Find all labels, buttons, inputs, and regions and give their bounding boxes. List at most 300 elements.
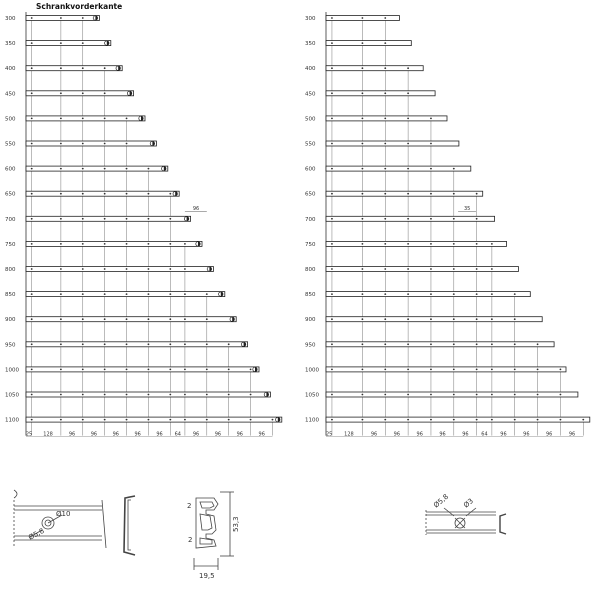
right-length-label: 850 bbox=[305, 292, 316, 299]
left-hole-dot bbox=[206, 318, 208, 320]
left-hole-dot bbox=[82, 243, 84, 245]
left-hole-dot bbox=[60, 218, 62, 220]
left-hole-dot bbox=[206, 394, 208, 396]
right-hole-dot bbox=[453, 419, 455, 421]
left-length-label: 850 bbox=[5, 292, 16, 299]
right-hole-dot bbox=[331, 243, 333, 245]
right-hole-dot bbox=[476, 218, 478, 220]
left-rail-350 bbox=[26, 41, 111, 46]
right-hole-dot bbox=[476, 369, 478, 371]
right-hole-dot bbox=[384, 419, 386, 421]
left-hole-dot bbox=[82, 168, 84, 170]
right-hole-dot bbox=[537, 419, 539, 421]
right-hole-dot bbox=[362, 118, 364, 120]
right-rail-950 bbox=[326, 342, 554, 347]
right-hole-dot bbox=[331, 218, 333, 220]
left-length-label: 300 bbox=[5, 16, 16, 22]
right-hole-dot bbox=[407, 293, 409, 295]
left-bottom-dim: 96 bbox=[214, 431, 222, 438]
left-bottom-dim: 96 bbox=[192, 431, 200, 438]
right-hole-dot bbox=[560, 394, 562, 396]
right-hole-dot bbox=[331, 118, 333, 120]
left-hole-dot bbox=[148, 343, 150, 345]
left-hole-dot bbox=[60, 268, 62, 270]
left-hole-dot bbox=[82, 92, 84, 94]
left-hole-dot bbox=[104, 419, 106, 421]
left-hole-dot bbox=[126, 318, 128, 320]
left-hole-dot bbox=[82, 268, 84, 270]
left-hole-dot bbox=[169, 243, 171, 245]
left-hole-dot bbox=[60, 243, 62, 245]
left-hole-dot bbox=[31, 42, 33, 44]
right-hole-dot bbox=[362, 92, 364, 94]
left-hole-dot bbox=[148, 394, 150, 396]
right-hole-dot bbox=[491, 268, 493, 270]
hole-diameter-large: Ø10 bbox=[56, 510, 71, 518]
right-hole-dot bbox=[384, 118, 386, 120]
right-rail-700 bbox=[326, 216, 495, 221]
right-rail-800 bbox=[326, 267, 518, 272]
right-hole-dot bbox=[362, 143, 364, 145]
left-length-label: 600 bbox=[5, 166, 16, 173]
left-bottom-dim: 96 bbox=[68, 431, 76, 438]
right-hole-dot bbox=[514, 394, 516, 396]
right-hole-dot bbox=[430, 143, 432, 145]
left-hole-dot bbox=[60, 193, 62, 195]
left-length-label: 1000 bbox=[5, 367, 19, 374]
right-hole-dot bbox=[384, 343, 386, 345]
right-hole-dot bbox=[331, 268, 333, 270]
right-hole-dot bbox=[362, 42, 364, 44]
left-rail-550 bbox=[26, 141, 156, 146]
right-rail-900 bbox=[326, 317, 542, 322]
right-hole-dot bbox=[362, 243, 364, 245]
left-hole-dot bbox=[104, 92, 106, 94]
left-hole-dot bbox=[104, 293, 106, 295]
right-hole-dot bbox=[407, 218, 409, 220]
right-hole-dot bbox=[362, 293, 364, 295]
right-rail-750 bbox=[326, 241, 507, 246]
right-hole-dot bbox=[453, 369, 455, 371]
left-hole-dot bbox=[60, 168, 62, 170]
left-length-label: 950 bbox=[5, 342, 16, 349]
right-hole-dot bbox=[407, 268, 409, 270]
right-hole-dot bbox=[407, 168, 409, 170]
left-hole-dot bbox=[82, 318, 84, 320]
left-hole-dot bbox=[82, 67, 84, 69]
left-hole-dot bbox=[31, 343, 33, 345]
right-hole-dot bbox=[362, 218, 364, 220]
left-hole-dot bbox=[31, 92, 33, 94]
left-bottom-dim: 96 bbox=[156, 431, 163, 438]
left-bottom-dim: 96 bbox=[134, 431, 141, 438]
right-rail-1050 bbox=[326, 392, 578, 397]
hole-diameter-small: Ø5,8 bbox=[27, 526, 46, 542]
left-length-label: 750 bbox=[5, 241, 16, 248]
right-length-label: 900 bbox=[305, 317, 316, 324]
left-hole-dot bbox=[126, 343, 128, 345]
left-hole-dot bbox=[250, 419, 252, 421]
right-hole-dot bbox=[331, 143, 333, 145]
right-hole-dot bbox=[491, 369, 493, 371]
right-hole-dot bbox=[407, 394, 409, 396]
left-hole-dot bbox=[184, 343, 186, 345]
left-length-label: 700 bbox=[5, 216, 16, 223]
right-hole-dot bbox=[331, 293, 333, 295]
right-hole-dot bbox=[384, 42, 386, 44]
right-rail-350 bbox=[326, 41, 411, 46]
left-hole-dot bbox=[60, 343, 62, 345]
left-rail-750 bbox=[26, 241, 202, 246]
right-hole-dot bbox=[476, 243, 478, 245]
right-bottom-dim: 96 bbox=[546, 431, 553, 438]
right-hole-dot bbox=[453, 343, 455, 345]
right-rail-550 bbox=[326, 141, 459, 146]
left-hole-dot bbox=[82, 218, 84, 220]
left-hole-dot bbox=[206, 419, 208, 421]
left-hole-dot bbox=[60, 293, 62, 295]
left-hole-dot bbox=[169, 268, 171, 270]
right-hole-dot bbox=[331, 92, 333, 94]
left-hole-dot bbox=[184, 293, 186, 295]
left-hole-dot bbox=[31, 193, 33, 195]
left-hole-dot bbox=[60, 67, 62, 69]
right-hole-dot bbox=[430, 318, 432, 320]
right-rail-diagram bbox=[305, 12, 590, 438]
right-hole-dot bbox=[384, 143, 386, 145]
profile-dim-top: 2 bbox=[187, 502, 192, 510]
left-hole-dot bbox=[184, 243, 186, 245]
left-hole-dot bbox=[126, 193, 128, 195]
right-length-label: 700 bbox=[305, 216, 316, 223]
right-hole-dot bbox=[491, 394, 493, 396]
right-rail-1100 bbox=[326, 417, 590, 422]
right-hole-dot bbox=[384, 67, 386, 69]
left-hole-dot bbox=[148, 218, 150, 220]
left-hole-dot bbox=[82, 42, 84, 44]
left-hole-dot bbox=[184, 394, 186, 396]
left-bottom-dim: 96 bbox=[112, 431, 119, 438]
right-rail-850 bbox=[326, 292, 530, 297]
left-rail-650 bbox=[26, 191, 179, 196]
right-hole-dot bbox=[476, 343, 478, 345]
left-hole-dot bbox=[60, 318, 62, 320]
right-hole-diameter-b: Ø3 bbox=[462, 496, 475, 510]
right-bottom-dim: 96 bbox=[393, 431, 401, 438]
right-hole-dot bbox=[362, 17, 364, 19]
right-hole-dot bbox=[491, 243, 493, 245]
left-hole-dot bbox=[60, 419, 62, 421]
left-bottom-dim: 96 bbox=[258, 431, 265, 438]
left-bottom-dim: 96 bbox=[90, 431, 98, 438]
left-hole-dot bbox=[148, 419, 150, 421]
right-hole-dot bbox=[407, 243, 409, 245]
right-rail-500 bbox=[326, 116, 447, 121]
left-hole-dot bbox=[60, 143, 62, 145]
left-hole-dot bbox=[104, 143, 106, 145]
right-hole-diameter-a: Ø5,8 bbox=[432, 492, 451, 510]
right-hole-dot bbox=[384, 293, 386, 295]
right-hole-dot bbox=[430, 243, 432, 245]
left-rail-950 bbox=[26, 342, 248, 347]
left-length-label: 350 bbox=[5, 41, 16, 48]
left-length-label: 800 bbox=[5, 267, 16, 273]
right-hole-dot bbox=[430, 293, 432, 295]
left-hole-dot bbox=[126, 394, 128, 396]
right-hole-dot bbox=[362, 394, 364, 396]
rail-profile-detail bbox=[194, 492, 234, 570]
left-length-label: 450 bbox=[5, 91, 16, 98]
profile-height: 53,3 bbox=[232, 516, 240, 532]
left-hole-dot bbox=[31, 419, 33, 421]
right-rail-450 bbox=[326, 91, 435, 96]
left-hole-dot bbox=[60, 42, 62, 44]
left-hole-dot bbox=[82, 293, 84, 295]
right-hole-dot bbox=[384, 318, 386, 320]
right-hole-dot bbox=[407, 343, 409, 345]
right-length-label: 450 bbox=[305, 91, 316, 98]
right-length-label: 800 bbox=[305, 267, 316, 273]
right-hole-dot bbox=[430, 168, 432, 170]
right-hole-dot bbox=[453, 168, 455, 170]
right-hole-dot bbox=[430, 118, 432, 120]
right-hole-dot bbox=[514, 343, 516, 345]
right-hole-dot bbox=[560, 419, 562, 421]
left-hole-dot bbox=[169, 419, 171, 421]
right-hole-dot bbox=[362, 193, 364, 195]
right-hole-dot bbox=[362, 318, 364, 320]
left-hole-dot bbox=[228, 394, 230, 396]
left-hole-dot bbox=[126, 419, 128, 421]
rail-hole-detail-left bbox=[14, 490, 135, 555]
right-hole-dot bbox=[331, 168, 333, 170]
right-hole-dot bbox=[430, 369, 432, 371]
right-hole-dot bbox=[537, 369, 539, 371]
right-bottom-dim: 96 bbox=[370, 431, 378, 438]
right-bottom-dim: 64 bbox=[481, 431, 488, 438]
right-hole-dot bbox=[453, 293, 455, 295]
right-hole-dot bbox=[384, 17, 386, 19]
left-hole-dot bbox=[31, 118, 33, 120]
right-rail-650 bbox=[326, 191, 483, 196]
left-hole-dot bbox=[31, 218, 33, 220]
right-bottom-dim: 96 bbox=[416, 431, 423, 438]
left-hole-dot bbox=[148, 268, 150, 270]
left-length-label: 1100 bbox=[5, 417, 19, 424]
left-hole-dot bbox=[31, 168, 33, 170]
rail-hole-detail-right bbox=[426, 508, 506, 535]
left-hole-dot bbox=[104, 243, 106, 245]
left-hole-dot bbox=[126, 268, 128, 270]
right-bottom-dim: 96 bbox=[439, 431, 446, 438]
left-hole-dot bbox=[60, 118, 62, 120]
left-hole-dot bbox=[104, 318, 106, 320]
right-bottom-dim: 128 bbox=[344, 431, 354, 438]
right-hole-dot bbox=[407, 419, 409, 421]
left-hole-dot bbox=[126, 143, 128, 145]
right-hole-dot bbox=[560, 369, 562, 371]
left-hole-dot bbox=[82, 193, 84, 195]
right-hole-dot bbox=[476, 394, 478, 396]
left-hole-dot bbox=[169, 318, 171, 320]
left-length-label: 900 bbox=[5, 317, 16, 324]
left-hole-dot bbox=[31, 293, 33, 295]
left-rail-450 bbox=[26, 91, 134, 96]
right-hole-dot bbox=[476, 419, 478, 421]
right-hole-dot bbox=[491, 419, 493, 421]
right-hole-dot bbox=[476, 318, 478, 320]
left-hole-dot bbox=[148, 168, 150, 170]
left-hole-dot bbox=[60, 394, 62, 396]
left-rail-900 bbox=[26, 317, 236, 322]
left-hole-dot bbox=[228, 419, 230, 421]
right-hole-dot bbox=[362, 67, 364, 69]
left-hole-dot bbox=[148, 243, 150, 245]
left-hole-dot bbox=[148, 318, 150, 320]
left-hole-dot bbox=[60, 369, 62, 371]
right-hole-dot bbox=[362, 168, 364, 170]
left-hole-dot bbox=[104, 218, 106, 220]
left-hole-dot bbox=[104, 369, 106, 371]
left-inline-dim: 96 bbox=[192, 205, 200, 212]
left-hole-dot bbox=[104, 394, 106, 396]
left-hole-dot bbox=[31, 268, 33, 270]
profile-dim-bottom: 2 bbox=[188, 536, 193, 544]
right-hole-dot bbox=[407, 369, 409, 371]
right-length-label: 400 bbox=[305, 66, 316, 73]
right-hole-dot bbox=[362, 268, 364, 270]
right-hole-dot bbox=[453, 394, 455, 396]
right-bottom-dim: 96 bbox=[523, 431, 530, 438]
right-bottom-dim: 25 bbox=[325, 431, 333, 438]
left-hole-dot bbox=[169, 394, 171, 396]
right-rail-600 bbox=[326, 166, 471, 171]
right-hole-dot bbox=[384, 369, 386, 371]
right-hole-dot bbox=[476, 193, 478, 195]
left-hole-dot bbox=[126, 243, 128, 245]
right-hole-dot bbox=[407, 193, 409, 195]
right-bottom-dim: 96 bbox=[500, 431, 507, 438]
left-hole-dot bbox=[126, 118, 128, 120]
right-hole-dot bbox=[491, 318, 493, 320]
left-hole-dot bbox=[104, 168, 106, 170]
left-hole-dot bbox=[82, 394, 84, 396]
right-hole-dot bbox=[491, 343, 493, 345]
left-hole-dot bbox=[104, 343, 106, 345]
right-hole-dot bbox=[582, 419, 584, 421]
left-hole-dot bbox=[31, 243, 33, 245]
left-hole-dot bbox=[206, 293, 208, 295]
right-hole-dot bbox=[362, 369, 364, 371]
left-hole-dot bbox=[82, 369, 84, 371]
left-length-label: 500 bbox=[5, 116, 16, 123]
left-hole-dot bbox=[148, 193, 150, 195]
left-hole-dot bbox=[228, 343, 230, 345]
left-hole-dot bbox=[169, 343, 171, 345]
right-hole-dot bbox=[430, 394, 432, 396]
right-hole-dot bbox=[430, 193, 432, 195]
profile-width: 19,5 bbox=[199, 572, 215, 580]
left-bottom-dim: 96 bbox=[236, 431, 244, 438]
left-hole-dot bbox=[31, 318, 33, 320]
right-hole-dot bbox=[430, 419, 432, 421]
left-hole-dot bbox=[82, 419, 84, 421]
right-length-label: 1050 bbox=[305, 392, 319, 399]
left-rail-700 bbox=[26, 216, 191, 221]
right-hole-dot bbox=[331, 394, 333, 396]
right-hole-dot bbox=[331, 343, 333, 345]
right-hole-dot bbox=[384, 243, 386, 245]
right-hole-dot bbox=[407, 118, 409, 120]
left-hole-dot bbox=[31, 17, 33, 19]
left-bottom-dim: 128 bbox=[43, 431, 53, 438]
left-hole-dot bbox=[126, 293, 128, 295]
left-bottom-dim: 25 bbox=[25, 431, 33, 438]
left-hole-dot bbox=[148, 369, 150, 371]
right-hole-dot bbox=[453, 218, 455, 220]
right-hole-dot bbox=[331, 419, 333, 421]
left-length-label: 1050 bbox=[5, 392, 19, 399]
right-hole-dot bbox=[430, 343, 432, 345]
right-length-label: 1100 bbox=[305, 417, 319, 424]
right-bottom-dim: 96 bbox=[462, 431, 469, 438]
right-hole-dot bbox=[537, 343, 539, 345]
right-hole-dot bbox=[453, 318, 455, 320]
right-length-label: 500 bbox=[305, 116, 316, 123]
right-hole-dot bbox=[430, 218, 432, 220]
left-hole-dot bbox=[148, 293, 150, 295]
left-hole-dot bbox=[31, 67, 33, 69]
right-hole-dot bbox=[384, 92, 386, 94]
right-hole-dot bbox=[476, 268, 478, 270]
right-hole-dot bbox=[384, 394, 386, 396]
left-rail-850 bbox=[26, 292, 225, 297]
right-hole-dot bbox=[407, 143, 409, 145]
right-hole-dot bbox=[331, 318, 333, 320]
cabinet-front-edge-label: Schrankvorderkante bbox=[36, 2, 123, 11]
right-hole-dot bbox=[514, 318, 516, 320]
left-hole-dot bbox=[31, 143, 33, 145]
right-bottom-dim: 96 bbox=[568, 431, 576, 438]
left-hole-dot bbox=[184, 419, 186, 421]
right-hole-dot bbox=[362, 419, 364, 421]
right-hole-dot bbox=[331, 193, 333, 195]
right-hole-dot bbox=[514, 293, 516, 295]
left-hole-dot bbox=[82, 17, 84, 19]
left-hole-dot bbox=[82, 118, 84, 120]
left-hole-dot bbox=[169, 293, 171, 295]
left-hole-dot bbox=[272, 419, 274, 421]
right-hole-dot bbox=[384, 193, 386, 195]
right-hole-dot bbox=[453, 193, 455, 195]
left-hole-dot bbox=[169, 218, 171, 220]
right-hole-dot bbox=[384, 168, 386, 170]
right-hole-dot bbox=[407, 67, 409, 69]
right-hole-dot bbox=[362, 343, 364, 345]
right-length-label: 300 bbox=[305, 16, 316, 22]
left-hole-dot bbox=[126, 369, 128, 371]
left-length-label: 400 bbox=[5, 66, 16, 73]
right-hole-dot bbox=[331, 42, 333, 44]
left-hole-dot bbox=[250, 369, 252, 371]
left-rail-400 bbox=[26, 66, 122, 71]
left-length-label: 550 bbox=[5, 141, 16, 148]
left-hole-dot bbox=[104, 118, 106, 120]
left-rail-diagram bbox=[5, 12, 282, 438]
left-rail-1100 bbox=[26, 417, 282, 422]
left-hole-dot bbox=[169, 193, 171, 195]
left-hole-dot bbox=[184, 318, 186, 320]
